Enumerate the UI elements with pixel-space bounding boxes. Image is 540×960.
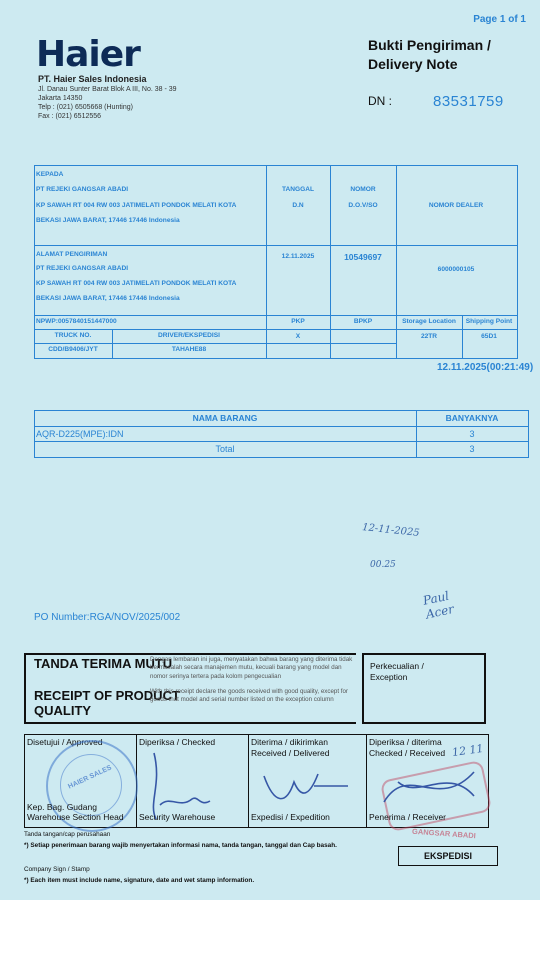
pkp-value: X [295, 333, 301, 340]
expedition-signature [256, 756, 356, 816]
dealer-value: 6000000105 [437, 266, 475, 273]
approved-role-line-2: Warehouse Section Head [27, 812, 124, 822]
table-divider [34, 441, 528, 442]
alamat-name: PT REJEKI GANGSAR ABADI [36, 265, 129, 272]
dealer-label: NOMOR DEALER [428, 202, 484, 209]
dn-number: 83531759 [433, 93, 504, 110]
title-line-2: Delivery Note [368, 56, 458, 72]
rule [366, 734, 367, 827]
rule [362, 653, 486, 655]
dn-label: DN : [368, 94, 392, 108]
table-divider [34, 329, 517, 330]
alamat-address-1: KP SAWAH RT 004 RW 003 JATIMELATI PONDOK MELATI KOTA [36, 280, 237, 287]
item-name: AQR-D225(MPE):IDN [36, 429, 124, 439]
footer-note-en: *) Each item must include name, signature, date and wet stamp information. [24, 877, 255, 884]
driver-label: DRIVER/EKSPEDISI [158, 332, 220, 339]
approved-label: Disetujui / Approved [27, 737, 103, 747]
kepada-address-2: BEKASI JAWA BARAT, 17446 17446 Indonesia [36, 217, 180, 224]
alamat-label: ALAMAT PENGIRIMAN [36, 251, 108, 258]
po-number: PO Number:RGA/NOV/2025/002 [34, 612, 181, 623]
column-header-name: NAMA BARANG [192, 413, 258, 423]
driver-value: TAHAHE88 [171, 346, 207, 353]
total-value: 3 [469, 444, 475, 454]
company-name: PT. Haier Sales Indonesia [38, 74, 147, 84]
rule [24, 653, 26, 724]
pkp-label: PKP [291, 318, 305, 325]
handwritten-signature: Paul Acer [421, 588, 456, 622]
tanggal-sub: D.N [292, 202, 304, 209]
storage-location-value: 22TR [420, 333, 438, 340]
table-divider [396, 165, 397, 358]
nomor-sub: D.O.V/SO [348, 202, 378, 209]
company-stamp-text: HAIER SALES [67, 764, 113, 791]
rule [484, 653, 486, 724]
item-qty: 3 [469, 429, 475, 439]
bpkp-label: BPKP [353, 318, 373, 325]
tanggal-value: 12.11.2025 [281, 253, 315, 260]
page-indicator: Page 1 of 1 [473, 14, 526, 25]
nomor-value: 10549697 [344, 252, 382, 262]
receipt-title-en-line-1: RECEIPT OF PRODUCT [34, 688, 180, 703]
haier-logo: Haier [36, 34, 140, 75]
handwritten-time: 00.25 [370, 560, 396, 570]
handwritten-date: 12-11-2025 [361, 522, 421, 539]
rule [24, 653, 356, 655]
title-line-1: Bukti Pengiriman / [368, 37, 491, 53]
document-title [368, 36, 491, 74]
address-line: Jakarta 14350 [38, 95, 83, 102]
receipt-note-en: With this receipt declare the goods received with good quality, except for goods that model and serial number listed on the exception column [150, 688, 348, 704]
truck-label: TRUCK NO. [54, 332, 92, 339]
checked-received-line-2: Checked / Received [369, 748, 446, 758]
exception-label-line-1: Perkecualian / [370, 661, 424, 671]
receiver-handwritten-date: 12 11 [451, 741, 485, 760]
print-timestamp: 12.11.2025(00:21:49) [437, 362, 534, 373]
footer-note-id: *) Setiap penerimaan barang wajib menyertakan informasi nama, tanda tangan, tanggal dan Cap basah. [24, 842, 337, 849]
table-divider [34, 315, 517, 316]
received-label-line-1: Diterima / dikirimkan [251, 737, 328, 747]
table-divider [34, 245, 517, 246]
receiver-role: Penerima / Receiver [369, 812, 447, 822]
receiver-stamp-text: GANGSAR ABADI [411, 826, 477, 841]
exception-label [370, 661, 424, 683]
phone-line: Telp : (021) 6505668 (Hunting) [38, 104, 133, 111]
rule [24, 722, 356, 724]
received-label-line-2: Received / Delivered [251, 748, 330, 758]
rule [362, 653, 364, 724]
nomor-label: NOMOR [350, 186, 376, 193]
expedition-role: Expedisi / Expedition [251, 812, 330, 822]
exception-label-line-2: Exception [370, 672, 408, 682]
shipping-point-label: Shipping Point [465, 318, 513, 325]
kepada-label: KEPADA [36, 171, 64, 178]
company-sign-label: Company Sign / Stamp [24, 866, 90, 873]
truck-value: CDD/B9406/JYT [48, 346, 98, 353]
address-line: Jl. Danau Sunter Barat Blok A III, No. 38 - 39 [38, 86, 177, 93]
table-divider [34, 426, 528, 427]
total-label: Total [215, 444, 235, 454]
npwp: NPWP:0057840151447000 [36, 318, 117, 325]
table-divider [34, 343, 396, 344]
receipt-title-id: TANDA TERIMA MUTU [34, 656, 173, 671]
checked-role: Security Warehouse [139, 812, 216, 822]
column-header-qty: BANYAKNYA [445, 413, 499, 423]
receipt-title-en-line-2: QUALITY [34, 703, 92, 718]
tanggal-label: TANGGAL [281, 186, 315, 193]
checked-label: Diperiksa / Checked [139, 737, 216, 747]
approved-role [27, 802, 124, 822]
alamat-address-2: BEKASI JAWA BARAT, 17446 17446 Indonesia [36, 295, 180, 302]
rule [248, 734, 249, 827]
fax-line: Fax : (021) 6512556 [38, 113, 102, 120]
receipt-note-id: Dengan lembaran ini juga, menyatakan bahwa barang yang diterima tidak bermasalah secara manajemen mutu, kecuali barang yang model dan nomor serinya tertera pada kolom pengecualian [150, 656, 353, 680]
table-divider [266, 165, 267, 358]
kepada-address-1: KP SAWAH RT 004 RW 003 JATIMELATI PONDOK MELATI KOTA [36, 202, 237, 209]
approved-role-line-1: Kep. Bag. Gudang [27, 802, 97, 812]
copy-label: EKSPEDISI [398, 846, 498, 866]
shipping-point-value: 65D1 [481, 333, 497, 340]
kepada-name: PT REJEKI GANGSAR ABADI [36, 186, 129, 193]
checked-received-line-1: Diperiksa / diterima [369, 737, 442, 747]
rule [362, 722, 486, 724]
storage-location-label: Storage Location [402, 318, 456, 325]
sign-note: Tanda tangan/cap perusahaan [24, 831, 111, 838]
